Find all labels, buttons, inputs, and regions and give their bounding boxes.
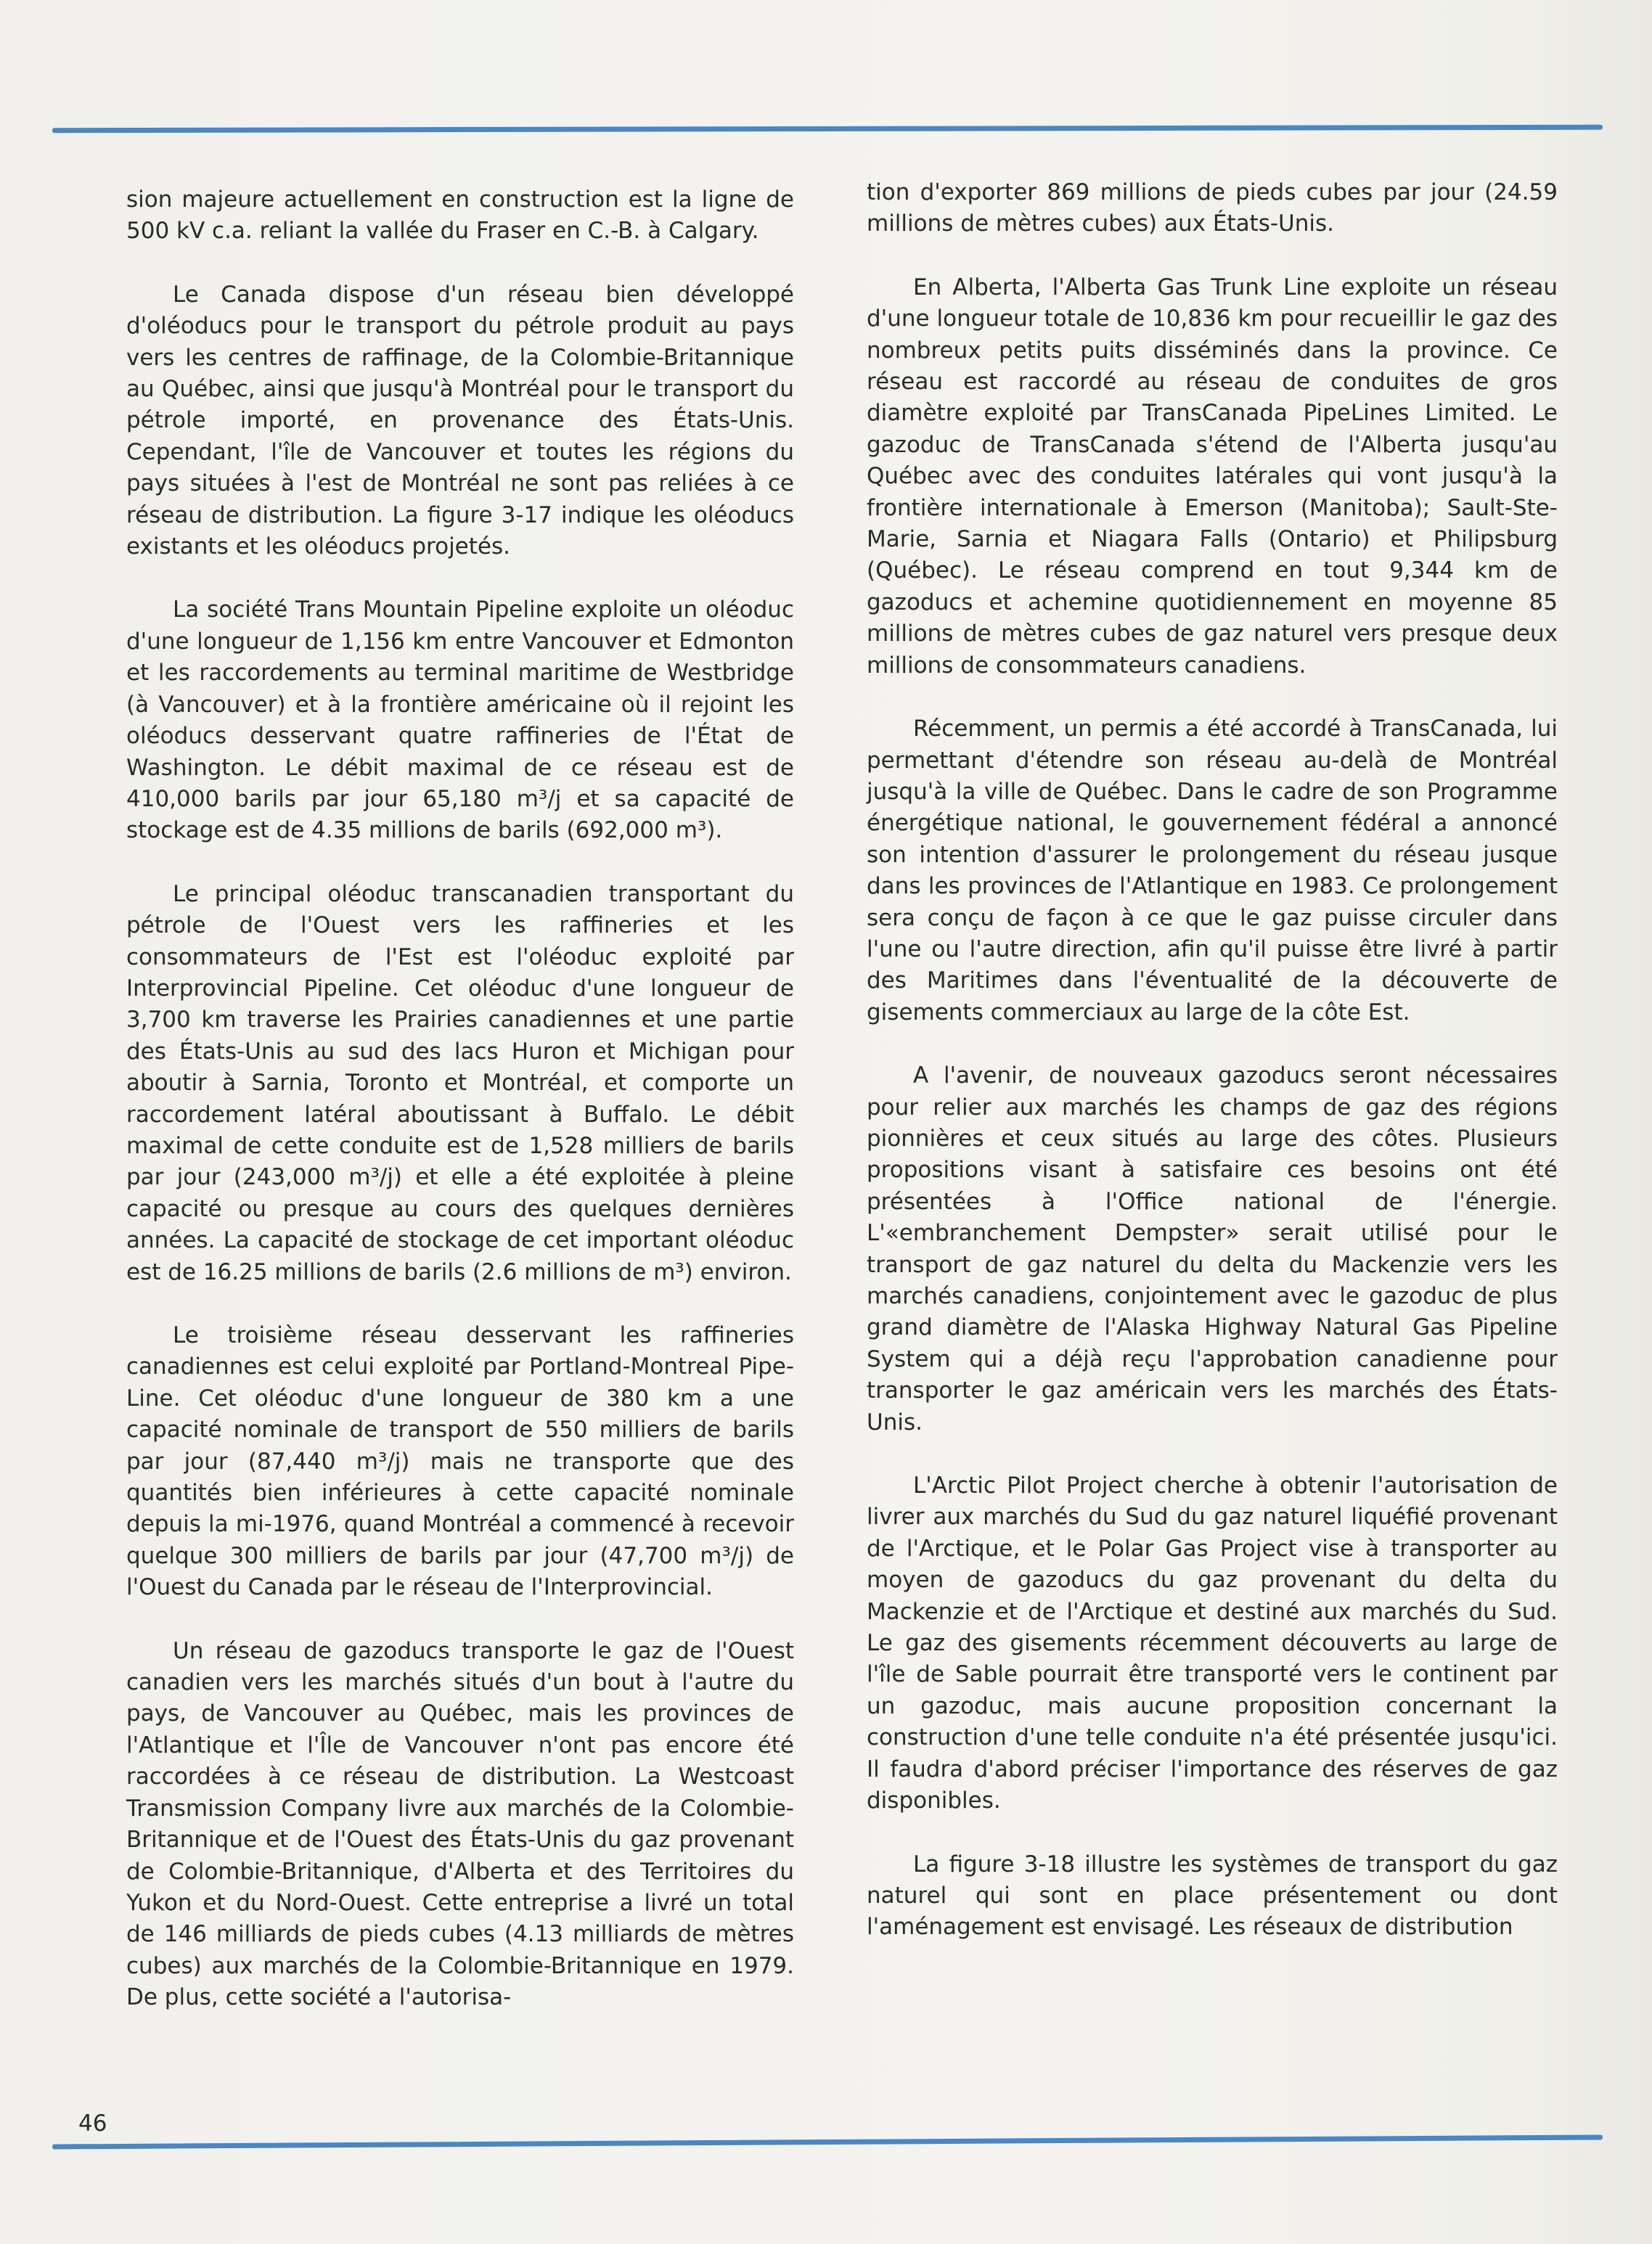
paragraph: Le principal oléoduc transcanadien transportant du pétrole de l'Ouest vers les raffineries et les consommateurs de l'Est est l'oléoduc exploité par Interprovincial Pipeline. Cet oléoduc d'une longueur de 3,700 km traverse les Prairies canadiennes et une partie des États-Unis au sud des lacs Huron et Michigan pour aboutir à Sarnia, Toronto et Montréal, et comporte un raccordement latéral aboutissant à Buffalo. Le débit maximal de cette conduite est de 1,528 milliers de barils par jour (243,000 m³/j) et elle a été exploitée à pleine capacité ou presque au cours des quelques dernières années. La capacité de stockage de cet important oléoduc est de 16.25 millions de barils (2.6 millions de m³) environ. (126, 880, 794, 1285)
paragraph: Le Canada dispose d'un réseau bien développé d'oléoducs pour le transport du pétrole produit au pays vers les centres de raffinage, de la Colombie-Britannique au Québec, ainsi que jusqu'à Montréal pour le transport du pétrole importé, en provenance des États-Unis. Cependant, l'île de Vancouver et toutes les régions du pays situées à l'est de Montréal ne sont pas reliées à ce réseau de distribution. La figure 3-17 indique les oléoducs existants et les oléoducs projetés. (126, 281, 794, 560)
paragraph: Un réseau de gazoducs transporte le gaz de l'Ouest canadien vers les marchés situés d'un bout à l'autre du pays, de Vancouver au Québec, mais les provinces de l'Atlantique et l'Île de Vancouver n'ont pas encore été raccordées à ce réseau de distribution. La Westcoast Transmission Company livre aux marchés de la Colombie-Britannique et de l'Ouest des États-Unis du gaz provenant de Colombie-Britannique, d'Alberta et des Territoires du Yukon et du Nord-Ouest. Cette entreprise a livré un total de 146 milliards de pieds cubes (4.13 milliards de mètres cubes) aux marchés de la Colombie-Britannique en 1979. De plus, cette société a l'autorisa- (126, 1637, 794, 2011)
bottom-rule (52, 2134, 1603, 2149)
page-number: 46 (78, 2110, 107, 2137)
left-column (126, 184, 794, 2046)
paragraph: Récemment, un permis a été accordé à TransCanada, lui permettant d'étendre son réseau au-delà de Montréal jusqu'à la ville de Québec. Dans le cadre de son Programme énergétique national, le gouvernement fédéral a annoncé son intention d'assurer le prolongement du réseau jusque dans les provinces de l'Atlantique en 1983. Ce prolongement sera conçu de façon à ce que le gaz puisse circuler dans l'une ou l'autre direction, afin qu'il puisse être livré à partir des Maritimes dans l'éventualité de la découverte de gisements commerciaux au large de la côte Est. (867, 716, 1558, 1025)
paragraph: L'Arctic Pilot Project cherche à obtenir l'autorisation de livrer aux marchés du Sud du gaz naturel liquéfié provenant de l'Arctique, et le Polar Gas Project vise à transporter au moyen de gazoducs du gaz provenant du delta du Mackenzie et de l'Arctique et destiné aux marchés du Sud. Le gaz des gisements récemment découverts au large de l'île de Sable pourrait être transporté vers le continent par un gazoduc, mais aucune proposition concernant la construction d'une telle conduite n'a été présentée jusqu'ici. Il faudra d'abord préciser l'importance des réserves de gaz disponibles. (867, 1473, 1558, 1814)
paragraph: sion majeure actuellement en construction est la ligne de 500 kV c.a. reliant la vallée du Fraser en C.-B. à Calgary. (126, 187, 794, 245)
paragraph: En Alberta, l'Alberta Gas Trunk Line exploite un réseau d'une longueur totale de 10,836 km pour recueillir le gaz des nombreux petits puits disséminés dans la province. Ce réseau est raccordé au réseau de conduites de gros diamètre exploité par TransCanada PipeLines Limited. Le gazoduc de TransCanada s'étend de l'Alberta jusqu'au Québec avec des conduites latérales qui vont jusqu'à la frontière internationale à Emerson (Manitoba); Sault-Ste-Marie, Sarnia et Niagara Falls (Ontario) et Philipsburg (Québec). Le réseau comprend en tout 9,344 km de gazoducs et achemine quotidiennement en moyenne 85 millions de mètres cubes de gaz naturel vers presque deux millions de consommateurs canadiens. (867, 274, 1558, 679)
paragraph: La figure 3-18 illustre les systèmes de transport du gaz naturel qui sont en place présentement ou dont l'aménagement est envisagé. Les réseaux de distribution (867, 1851, 1558, 1941)
right-column (867, 177, 1558, 1975)
top-rule (52, 125, 1603, 133)
paragraph: A l'avenir, de nouveaux gazoducs seront nécessaires pour relier aux marchés les champs de gaz des régions pionnières et ceux situés au large des côtes. Plusieurs propositions visant à satisfaire ces besoins ont été présentées à l'Office national de l'énergie. L'«embranchement Dempster» serait utilisé pour le transport de gaz naturel du delta du Mackenzie vers les marchés canadiens, conjointement avec le gazoduc de plus grand diamètre de l'Alaska Highway Natural Gas Pipeline System qui a déjà reçu l'approbation canadienne pour transporter le gaz américain vers les marchés des États-Unis. (867, 1062, 1558, 1436)
paragraph: La société Trans Mountain Pipeline exploite un oléoduc d'une longueur de 1,156 km entre Vancouver et Edmonton et les raccordements au terminal maritime de Westbridge (à Vancouver) et à la frontière américaine où il rejoint les oléoducs desservant quatre raffineries de l'État de Washington. Le débit maximal de ce réseau est de 410,000 barils par jour 65,180 m³/j et sa capacité de stockage est de 4.35 millions de barils (692,000 m³). (126, 597, 794, 844)
paragraph: Le troisième réseau desservant les raffineries canadiennes est celui exploité par Portland-Montreal Pipe-Line. Cet oléoduc d'une longueur de 380 km a une capacité nominale de transport de 550 milliers de barils par jour (87,440 m³/j) mais ne transporte que des quantités bien inférieures à cette capacité nominale depuis la mi-1976, quand Montréal a commencé à recevoir quelque 300 milliers de barils par jour (47,700 m³/j) de l'Ouest du Canada par le réseau de l'Interprovincial. (126, 1322, 794, 1601)
paragraph: tion d'exporter 869 millions de pieds cubes par jour (24.59 millions de mètres cubes) aux États-Unis. (867, 179, 1558, 237)
